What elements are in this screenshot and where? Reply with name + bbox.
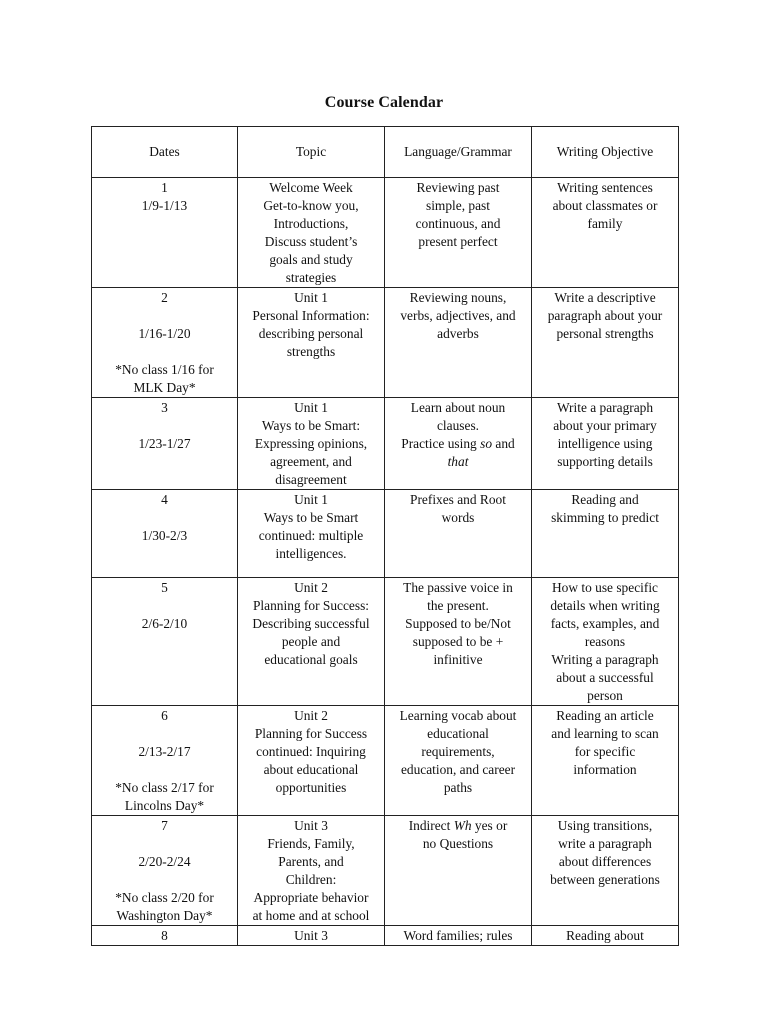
- writing-cell: Write a paragraph about your primary intelligence using supporting details: [532, 398, 679, 490]
- topic-cell: Unit 1 Ways to be Smart continued: multiple intelligences.: [238, 490, 385, 578]
- date-range: 1/16-1/20: [138, 326, 191, 341]
- topic-cell: Unit 3: [238, 926, 385, 946]
- no-class-note: MLK Day*: [133, 380, 196, 395]
- table-row: [92, 706, 679, 816]
- table-row: [92, 816, 679, 926]
- language-cell: The passive voice in the present. Supposed to be/Not supposed to be + infinitive: [385, 578, 532, 706]
- no-class-note: *No class 2/17 for: [115, 780, 214, 795]
- date-range: 1/9-1/13: [141, 198, 188, 213]
- week-number: 1: [161, 180, 168, 195]
- date-range: 2/20-2/24: [138, 854, 191, 869]
- header-topic: Topic: [238, 127, 385, 178]
- table-row: [92, 398, 679, 490]
- dates-cell: [92, 926, 238, 946]
- no-class-note: *No class 1/16 for: [115, 362, 214, 377]
- table-row: [92, 178, 679, 288]
- header-row: [92, 127, 679, 178]
- dates-cell: [92, 398, 238, 490]
- language-cell: Indirect Wh yes or no Questions: [385, 816, 532, 926]
- week-number: 8: [161, 928, 168, 943]
- week-number: 3: [161, 400, 168, 415]
- date-range: 2/6-2/10: [141, 616, 188, 631]
- week-number: 6: [161, 708, 168, 723]
- writing-cell: Reading an article and learning to scan for specific information: [532, 706, 679, 816]
- table-row: [92, 490, 679, 578]
- header-dates: Dates: [92, 127, 238, 178]
- table-row: [92, 926, 679, 946]
- topic-cell: Unit 2 Planning for Success continued: Inquiring about educational opportunities: [238, 706, 385, 816]
- table-row: [92, 578, 679, 706]
- week-number: 4: [161, 492, 168, 507]
- no-class-note: *No class 2/20 for: [115, 890, 214, 905]
- topic-cell: Unit 3 Friends, Family, Parents, and Children: Appropriate behavior at home and at school: [238, 816, 385, 926]
- language-cell: Prefixes and Root words: [385, 490, 532, 578]
- language-cell: Learning vocab about educational requirements, education, and career paths: [385, 706, 532, 816]
- week-number: 5: [161, 580, 168, 595]
- topic-cell: Unit 1 Personal Information: describing personal strengths: [238, 288, 385, 398]
- table-row: [92, 288, 679, 398]
- no-class-note: Lincolns Day*: [124, 798, 205, 813]
- week-number: 7: [161, 818, 168, 833]
- dates-cell: [92, 490, 238, 578]
- language-cell: Learn about noun clauses. Practice using so and that: [385, 398, 532, 490]
- header-language-grammar: Language/Grammar: [385, 127, 532, 178]
- page-title: Course Calendar: [324, 94, 444, 111]
- writing-cell: Write a descriptive paragraph about your personal strengths: [532, 288, 679, 398]
- dates-cell: [92, 706, 238, 816]
- week-number: 2: [161, 290, 168, 305]
- topic-cell: Welcome Week Get-to-know you, Introductions, Discuss student’s goals and study strategies: [238, 178, 385, 288]
- writing-cell: Reading about: [532, 926, 679, 946]
- topic-cell: Unit 1 Ways to be Smart: Expressing opinions, agreement, and disagreement: [238, 398, 385, 490]
- writing-cell: Using transitions, write a paragraph about differences between generations: [532, 816, 679, 926]
- writing-cell: Writing sentences about classmates or family: [532, 178, 679, 288]
- language-cell: Reviewing past simple, past continuous, and present perfect: [385, 178, 532, 288]
- language-cell: Reviewing nouns, verbs, adjectives, and adverbs: [385, 288, 532, 398]
- date-range: 2/13-2/17: [138, 744, 191, 759]
- no-class-note: Washington Day*: [116, 908, 213, 923]
- writing-cell: Reading and skimming to predict: [532, 490, 679, 578]
- date-range: 1/23-1/27: [138, 436, 191, 451]
- dates-cell: [92, 288, 238, 398]
- language-cell: Word families; rules: [385, 926, 532, 946]
- course-calendar-table: [91, 126, 679, 946]
- dates-cell: [92, 578, 238, 706]
- date-range: 1/30-2/3: [141, 528, 188, 543]
- dates-cell: [92, 178, 238, 288]
- topic-cell: Unit 2 Planning for Success: Describing successful people and educational goals: [238, 578, 385, 706]
- header-writing-objective: Writing Objective: [532, 127, 679, 178]
- dates-cell: [92, 816, 238, 926]
- writing-cell: How to use specific details when writing facts, examples, and reasons Writing a paragraph about a successful person: [532, 578, 679, 706]
